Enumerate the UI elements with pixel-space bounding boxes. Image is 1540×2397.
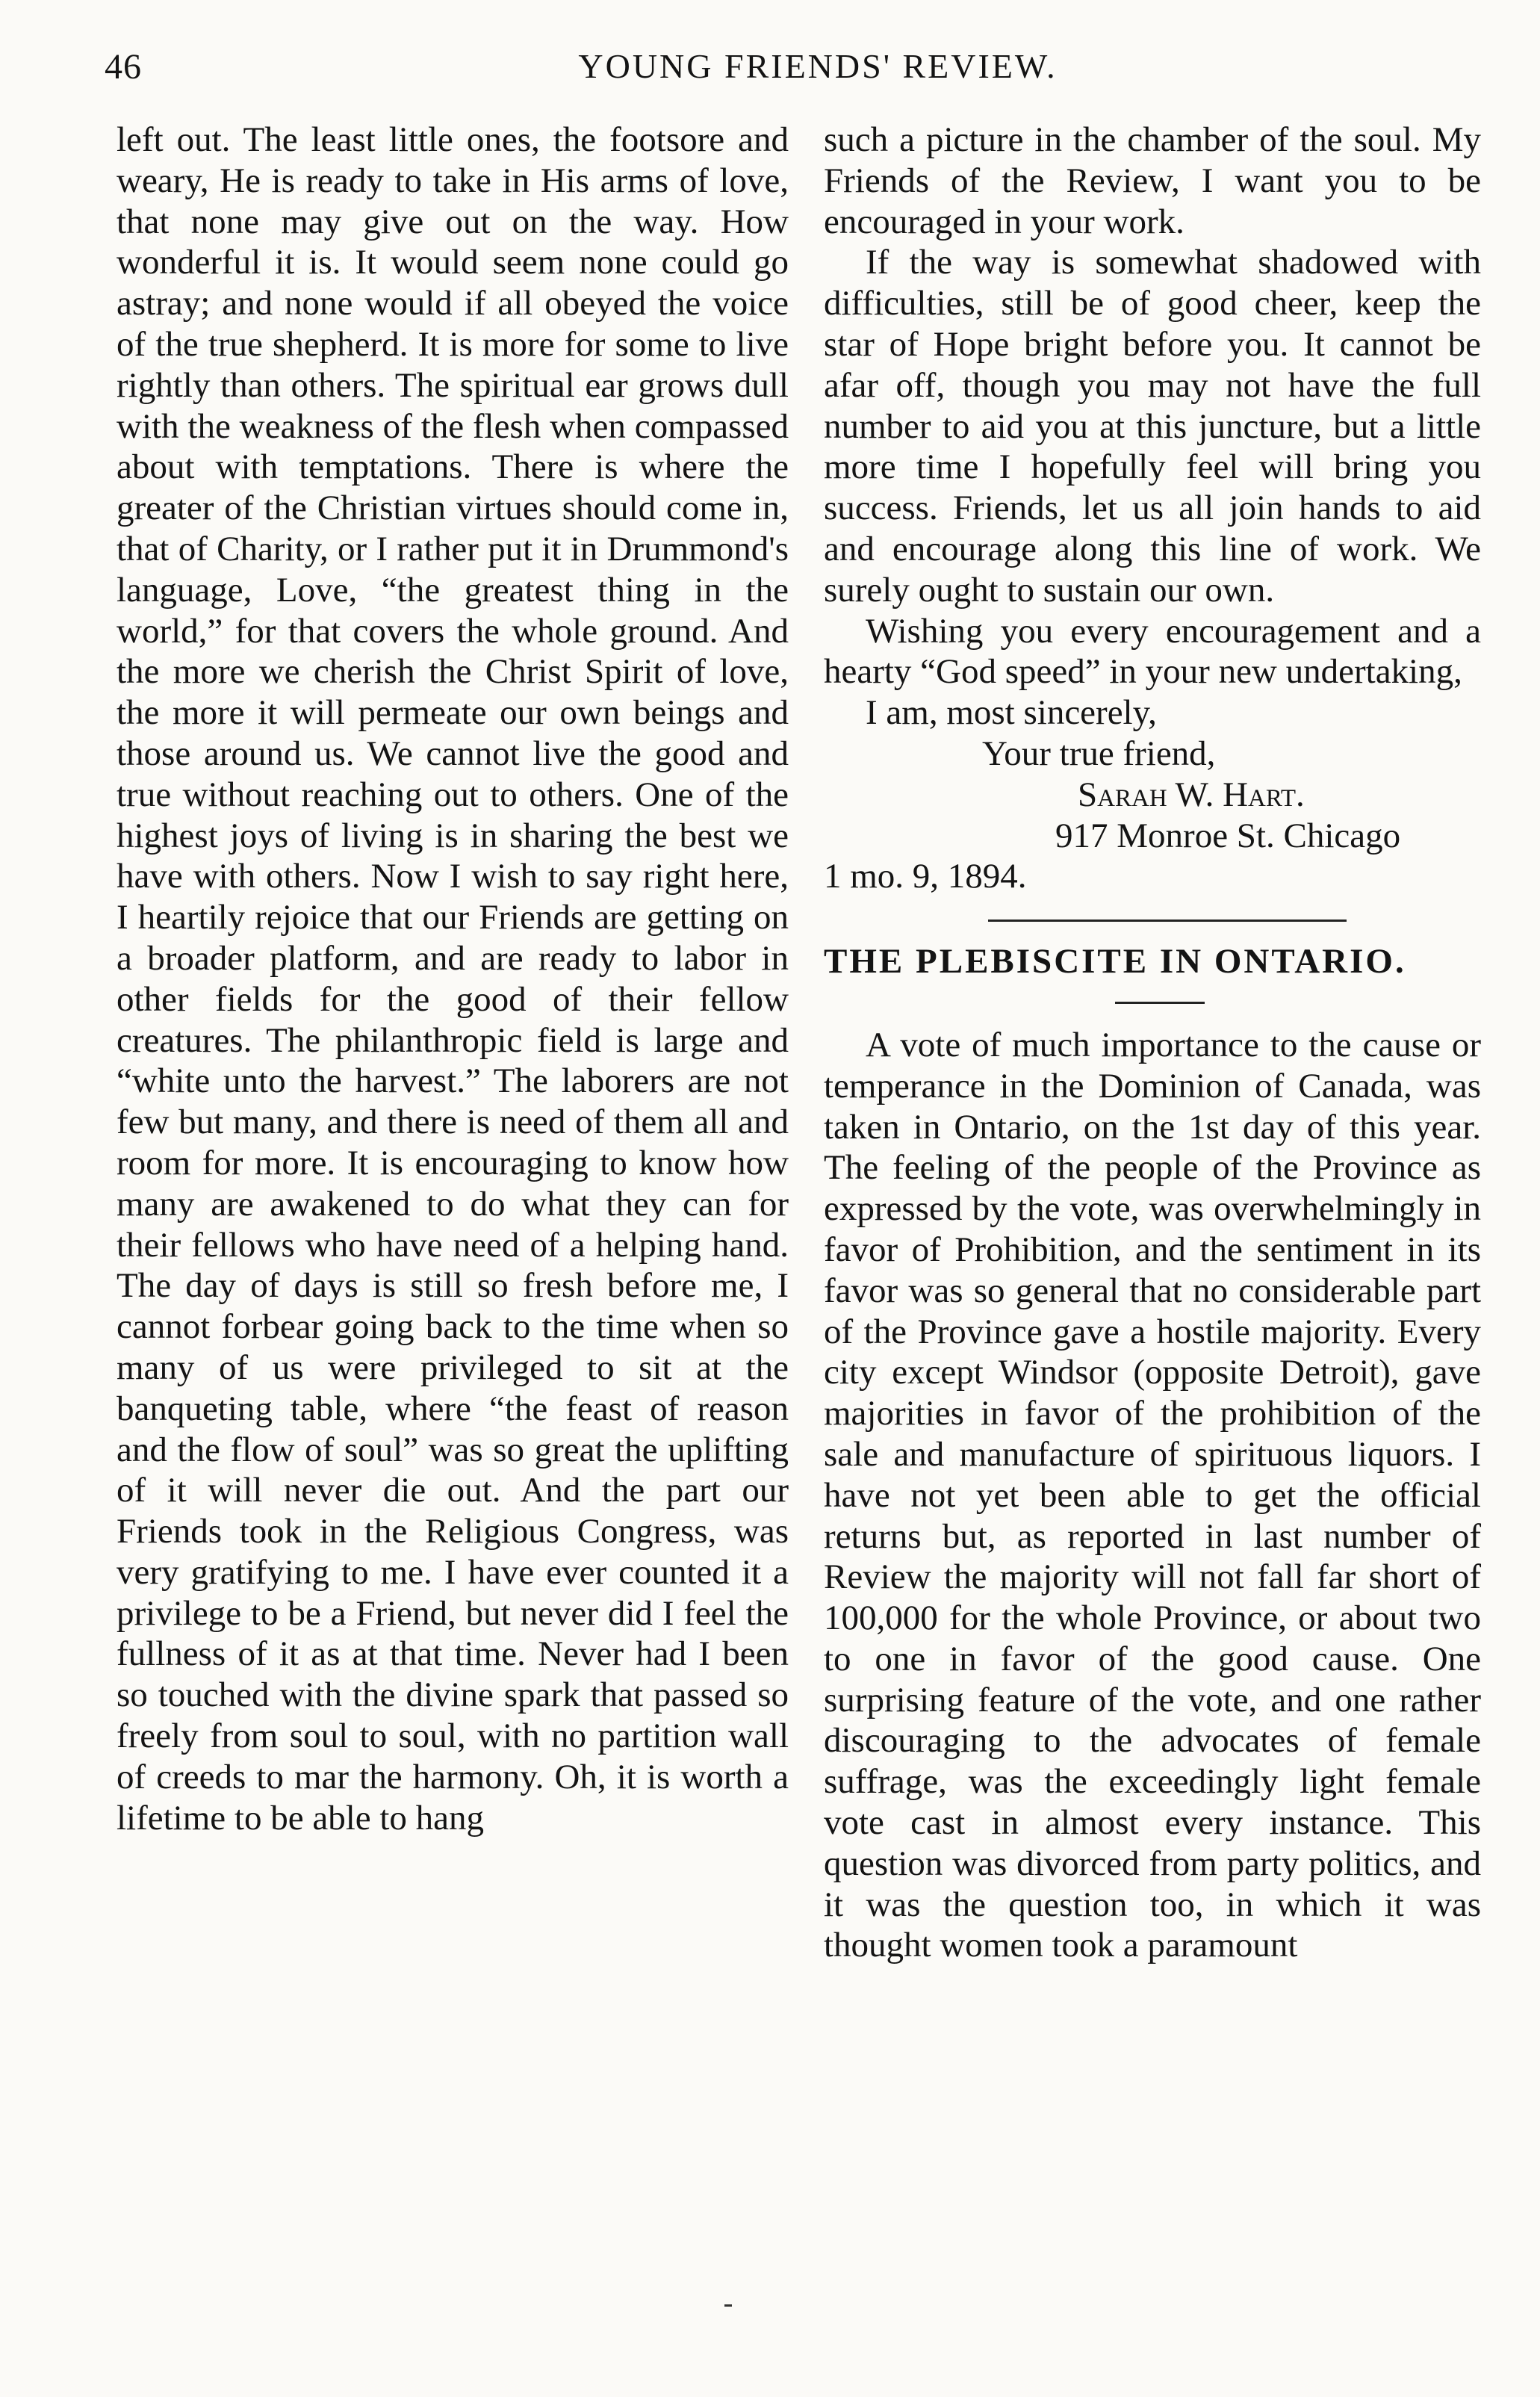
page-number: 46 [105,47,142,87]
right-column [824,120,1481,1966]
section-title: THE PLEBISCITE IN ONTARIO. [824,942,1406,982]
section-divider [988,920,1347,922]
letter-date: 1 mo. 9, 1894. [824,857,1027,896]
letter-address: 917 Monroe St. Chicago [1055,816,1401,855]
letter-salutation: Your true friend, [982,734,1216,773]
left-column-text: left out. The least little ones, the footsore and weary, He is ready to take in His arms of love, that none may give out on the way. How wonderful it is. It would seem none could go astray; and none would if all obeyed the voice of the true shepherd. It is more for some to live rightly than others. The spiritual ear grows dull with the weakness of the flesh when compassed about with temptations. There is where the greater of the Christian virtues should come in, that of Charity, or I rather put it in Drummond's language, Love, “the greatest thing in the world,” for that covers the whole ground. And the more we cherish the Christ Spirit of love, the more it will permeate our own beings and those around us. We cannot live the good and true without reaching out to others. One of the highest joys of living is in sharing the best we have with others. Now I wish to say right here, I heartily rejoice that our Friends are getting on a broader platform, and are ready to labor in other fields for the good of their fellow creatures. The philanthropic field is large and “white unto the harvest.” The laborers are not few but many, and there is need of them all and room for more. It is encouraging to know how many are awakened to do what they can for their fellows who have need of a helping hand. The day of days is still so fresh before me, I cannot forbear going back to the time when so many of us were privileged to sit at the banqueting table, where “the feast of reason and the flow of soul” was so great the uplifting of it will never die out. And the part our Friends took in the Religious Congress, was very gratifying to me. I have ever counted it a privilege to be a Friend, but never did I feel the fullness of it as at that time. Never had I been so touched with the divine spark that passed so freely from soul to soul, with no partition wall of creeds to mar the harmony. Oh, it is worth a lifetime to be able to hang [117,120,789,1838]
footer-mark [724,2304,732,2307]
left-column [117,120,789,1838]
letter-paragraph-2: If the way is somewhat shadowed with difficulties, still be of good cheer, keep the star of Hope bright before you. It cannot be afar off, though you may not have the full number to aid you at this juncture, but a little more time I hopefully feel will bring you success. Friends, let us all join hands to aid and encourage along this line of work. We surely ought to sustain our own. [824,243,1481,610]
letter-signature: Sarah W. Hart. [1078,775,1305,814]
article-text: A vote of much importance to the cause or temperance in the Dominion of Canada, was taken in Ontario, on the 1st day of this year. The feeling of the people of the Province as expressed by the vote, was overwhelmingly in favor of Prohibition, and the sentiment in its favor was so general that no considerable part of the Province gave a hostile majority. Every city except Windsor (opposite Detroit), gave majorities in favor of the prohibition of the sale and manufacture of spirituous liquors. I have not yet been able to get the official returns but, as reported in last number of Review the majority will not fall far short of 100,000 for the whole Province, or about two to one in favor of the good cause. One surprising feature of the vote, and one rather discouraging to the advocates of female suffrage, was the exceedingly light female vote cast in almost every instance. This question was divorced from party politics, and it was the question too, in which it was thought women took a paramount [824,1025,1481,1965]
page-header [105,46,1486,99]
letter-paragraph-1: such a picture in the chamber of the soul. My Friends of the Review, I want you to be encouraged in your work. [824,120,1481,241]
letter-closing: I am, most sincerely, [866,693,1157,733]
running-title: YOUNG FRIENDS' REVIEW. [578,47,1058,85]
letter-paragraph-3: Wishing you every encouragement and a hearty “God speed” in your new undertaking, [824,611,1481,692]
title-underline [1115,1002,1205,1004]
